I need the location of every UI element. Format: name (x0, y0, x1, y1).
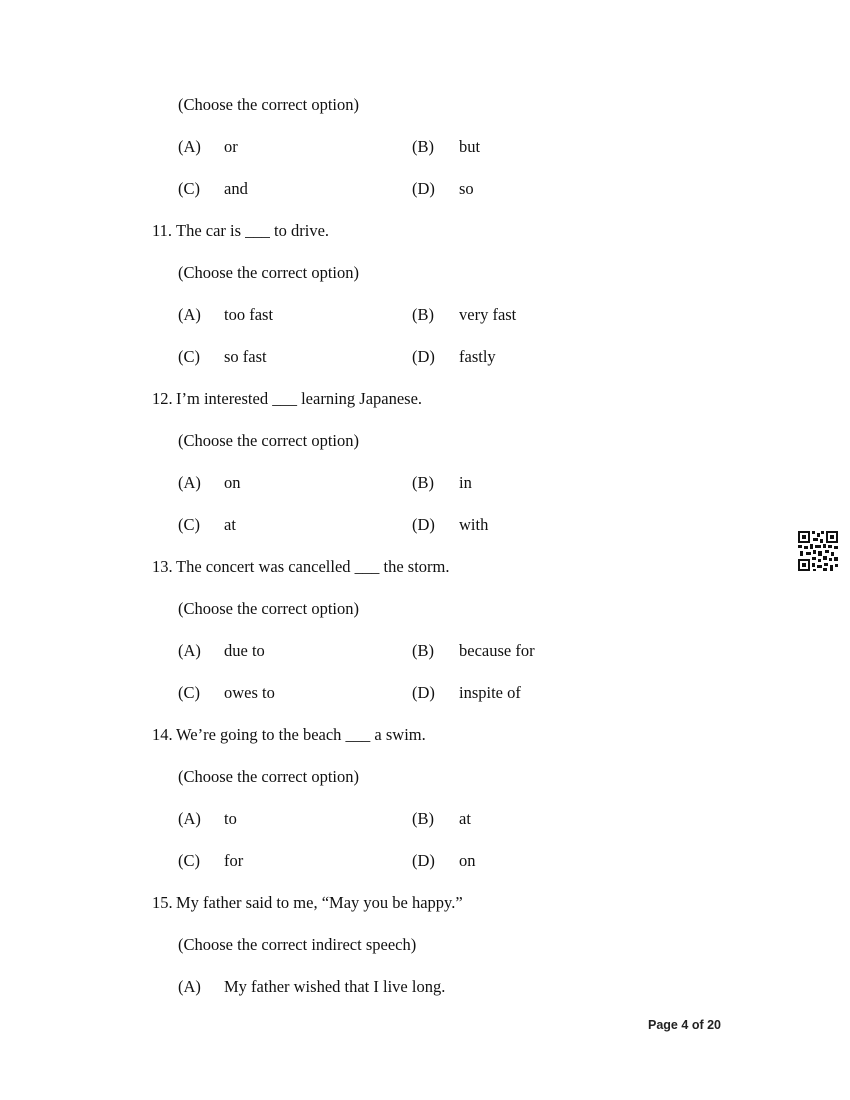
q14-instruction: (Choose the correct option) (178, 767, 359, 786)
q13-number: 13. (152, 557, 173, 576)
q14-option-b-label[interactable]: (B) (412, 809, 434, 828)
q11-instruction: (Choose the correct option) (178, 263, 359, 282)
q14-question-text: We’re going to the beach ___ a swim. (176, 725, 426, 744)
q15-option-a-label[interactable]: (A) (178, 977, 201, 996)
q14-option-c-label[interactable]: (C) (178, 851, 200, 870)
q12-option-c-label[interactable]: (C) (178, 515, 200, 534)
q11-option-c-text[interactable]: so fast (224, 347, 267, 366)
q15-option-a-text[interactable]: My father wished that I live long. (224, 977, 446, 996)
q13-option-c-text[interactable]: owes to (224, 683, 275, 702)
q15-instruction: (Choose the correct indirect speech) (178, 935, 417, 954)
q11-number: 11. (152, 221, 173, 240)
q13-option-d-label[interactable]: (D) (412, 683, 435, 702)
q12-question-text: I’m interested ___ learning Japanese. (176, 389, 423, 408)
q11-option-d-text[interactable]: fastly (459, 347, 496, 366)
q10-option-c-label[interactable]: (C) (178, 179, 200, 198)
q12-option-a-text[interactable]: on (224, 473, 241, 492)
q13-question-text: The concert was cancelled ___ the storm. (176, 557, 450, 576)
qr-code-icon (798, 531, 838, 571)
q15-stem (152, 893, 463, 913)
of-word: of (691, 1018, 704, 1032)
q12-option-d-text[interactable]: with (459, 515, 489, 534)
q11-option-d-label[interactable]: (D) (412, 347, 435, 366)
q13-option-d-text[interactable]: inspite of (459, 683, 521, 702)
q11-option-b-label[interactable]: (B) (412, 305, 434, 324)
q11-option-a-label[interactable]: (A) (178, 305, 201, 324)
q12-instruction: (Choose the correct option) (178, 431, 359, 450)
q14-option-c-text[interactable]: for (224, 851, 244, 870)
q14-option-d-text[interactable]: on (459, 851, 476, 870)
q10-option-d-text[interactable]: so (459, 179, 474, 198)
q13-option-b-label[interactable]: (B) (412, 641, 434, 660)
q11-option-c-label[interactable]: (C) (178, 347, 200, 366)
q13-option-a-text[interactable]: due to (224, 641, 265, 660)
q12-option-b-label[interactable]: (B) (412, 473, 434, 492)
q13-stem (152, 557, 450, 577)
q12-number: 12. (152, 389, 173, 408)
q12-option-a-label[interactable]: (A) (178, 473, 201, 492)
q12-option-c-text[interactable]: at (224, 515, 236, 534)
q10-option-a-text[interactable]: or (224, 137, 238, 156)
q10-option-b-text[interactable]: but (459, 137, 481, 156)
q10-option-d-label[interactable]: (D) (412, 179, 435, 198)
q11-option-b-text[interactable]: very fast (459, 305, 517, 324)
q14-option-d-label[interactable]: (D) (412, 851, 435, 870)
q10-option-c-text[interactable]: and (224, 179, 248, 198)
q14-option-a-label[interactable]: (A) (178, 809, 201, 828)
q15-question-text: My father said to me, “May you be happy.” (176, 893, 463, 912)
q13-instruction: (Choose the correct option) (178, 599, 359, 618)
q14-stem (152, 725, 426, 745)
q12-option-d-label[interactable]: (D) (412, 515, 435, 534)
q12-stem (152, 389, 422, 409)
q11-question-text: The car is ___ to drive. (176, 221, 330, 240)
q13-option-a-label[interactable]: (A) (178, 641, 201, 660)
page-total: 20 (707, 1018, 722, 1032)
q12-option-b-text[interactable]: in (459, 473, 472, 492)
q13-option-c-label[interactable]: (C) (178, 683, 200, 702)
q11-option-a-text[interactable]: too fast (224, 305, 274, 324)
q10-option-a-label[interactable]: (A) (178, 137, 201, 156)
q11-stem (152, 221, 329, 241)
page-word: Page (648, 1018, 678, 1032)
page-current: 4 (681, 1018, 689, 1032)
q14-option-b-text[interactable]: at (459, 809, 471, 828)
q10-instruction: (Choose the correct option) (178, 95, 359, 114)
q10-option-b-label[interactable]: (B) (412, 137, 434, 156)
q14-option-a-text[interactable]: to (224, 809, 237, 828)
q14-number: 14. (152, 725, 173, 744)
q13-option-b-text[interactable]: because for (459, 641, 535, 660)
q15-number: 15. (152, 893, 173, 912)
page-number-footer (648, 1018, 721, 1032)
